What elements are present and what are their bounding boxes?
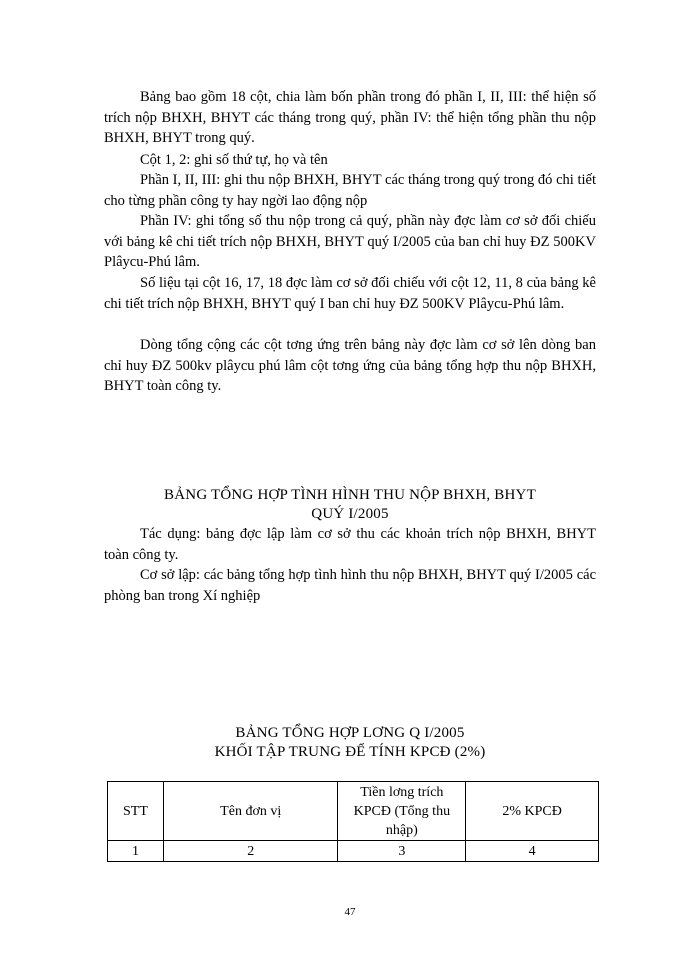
kpcd-table — [107, 781, 599, 862]
header-unit-name: Tên đơn vị — [163, 782, 338, 841]
paragraph-table-structure: Bảng bao gồm 18 cột, chia làm bốn phần trong đó phần I, II, III: thể hiện số trích nộp BHXH, BHYT các tháng trong quý, phần IV: thể hiện tổng phần thu nộp BHXH, BHYT trong quý. — [104, 89, 596, 146]
section1-title — [104, 486, 596, 524]
paragraph-purpose: Tác dụng: bảng đợc lập làm cơ sở thu các khoản trích nộp BHXH, BHYT toàn công ty. — [104, 526, 596, 563]
paragraph-parts-1-3: Phần I, II, III: ghi thu nộp BHXH, BHYT các tháng trong quý trong đó chi tiết cho từng phần công ty hay ngời lao động nộp — [104, 172, 596, 209]
table-row — [108, 841, 599, 862]
column-number: 3 — [338, 841, 466, 862]
column-number: 1 — [108, 841, 164, 862]
page-number: 47 — [344, 906, 356, 918]
section1-title-line2: QUÝ I/2005 — [311, 506, 389, 522]
section2-title — [104, 724, 596, 762]
header-salary-kpcd: Tiền lơng trích KPCĐ (Tổng thu nhập) — [338, 782, 466, 841]
section2-title-line2: KHỐI TẬP TRUNG ĐỂ TÍNH KPCĐ (2%) — [214, 744, 486, 760]
section1-title-line1: BẢNG TỔNG HỢP TÌNH HÌNH THU NỘP BHXH, BHYT — [164, 487, 536, 503]
column-number: 2 — [163, 841, 338, 862]
paragraph-columns-1-2: Cột 1, 2: ghi số thứ tự, họ và tên — [140, 152, 328, 168]
paragraph-columns-16-18: Số liệu tại cột 16, 17, 18 đợc làm cơ sở đối chiếu với cột 12, 11, 8 của bảng kê chi tiết trích nộp BHXH, BHYT quý I ban chỉ huy ĐZ 500KV Plâycu-Phú lâm. — [104, 275, 596, 312]
column-number: 4 — [466, 841, 599, 862]
header-2-percent-kpcd: 2% KPCĐ — [466, 782, 599, 841]
header-stt: STT — [108, 782, 164, 841]
section2-title-line1: BẢNG TỔNG HỢP LƠNG Q I/2005 — [235, 725, 465, 741]
table-header-row — [108, 782, 599, 841]
paragraph-part-4: Phần IV: ghi tổng số thu nộp trong cả quý, phần này đợc làm cơ sở đối chiếu với bảng kê chi tiết trích nộp BHXH, BHYT quý I/2005 của ban chỉ huy ĐZ 500KV Plâycu-Phú lâm. — [104, 213, 596, 270]
paragraph-total-row: Dòng tổng cộng các cột tơng ứng trên bảng này đợc làm cơ sở lên dòng ban chỉ huy ĐZ 500kv plâycu phú lâm cột tơng ứng của bảng tổng hợp thu nộp BHXH, BHYT toàn công ty. — [104, 337, 596, 394]
paragraph-basis: Cơ sở lập: các bảng tổng hợp tình hình thu nộp BHXH, BHYT quý I/2005 các phòng ban trong Xí nghiệp — [104, 567, 596, 604]
